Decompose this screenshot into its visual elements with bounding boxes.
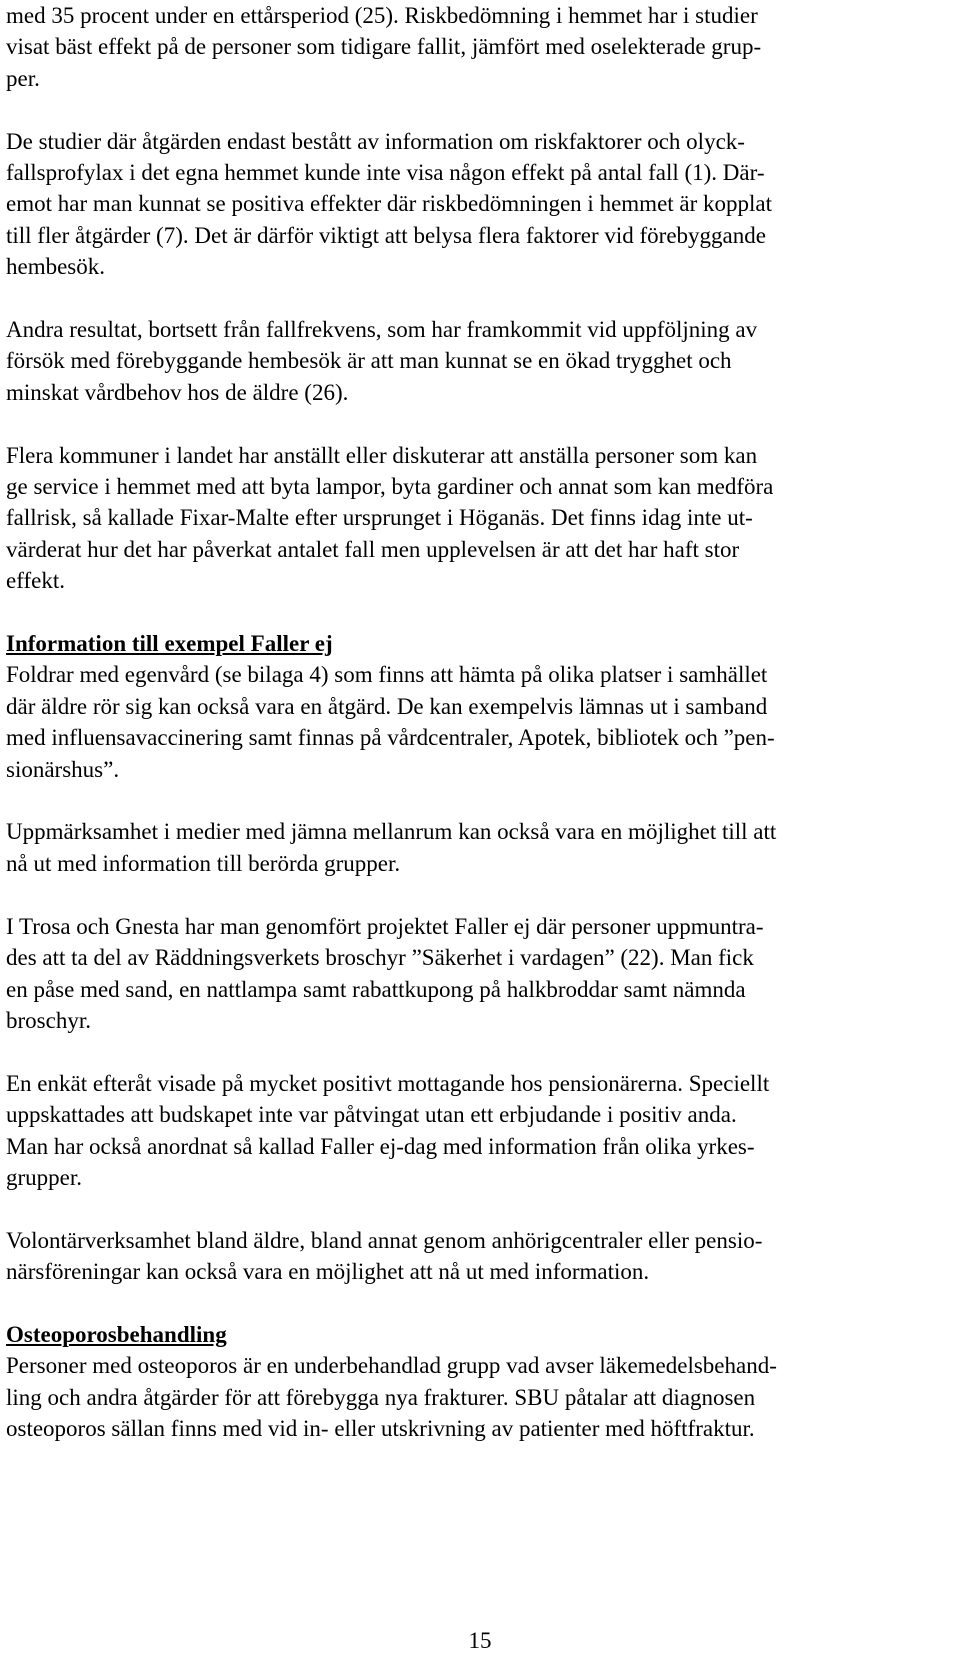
body-paragraph-4: Flera kommuner i landet har anställt eller diskuterar att anställa personer som kan ge service i hemmet med att byta lampor, byta gardiner och annat som kan medföra fallrisk, så kallade Fixar-Malte efter ursprunget i Höganäs. Det finns idag inte ut- värderat hur det har påverkat antalet fall men upplevelsen är att det har haft stor effekt. xyxy=(6,442,774,594)
section-information-paragraph-5: Volontärverksamhet bland äldre, bland annat genom anhörigcentraler eller pensio- närsföreningar kan också vara en möjlighet att nå ut med information. xyxy=(6,1227,763,1285)
section-osteoporos-paragraph-1: Personer med osteoporos är en underbehandlad grupp vad avser läkemedelsbehand- ling och andra åtgärder för att förebygga nya frakturer. SBU påtalar att diagnosen osteoporos sällan finns med vid in- eller utskrivning av patienter med höftfraktur. xyxy=(6,1353,777,1442)
paragraph-gap xyxy=(6,283,954,314)
body-paragraph-2: De studier där åtgärden endast bestått av information om riskfaktorer och olyck- fallsprofylax i det egna hemmet kunde inte visa någon effekt på antal fall (1). Där- emot har man kunnat se positiva effekter där riskbedömningen i hemmet är kopplat till fler åtgärder (7). Det är därför viktigt att belysa flera faktorer vid förebyggande hembesök. xyxy=(6,128,773,280)
paragraph-gap xyxy=(6,1036,954,1067)
paragraph-gap xyxy=(6,1193,954,1224)
section-information-paragraph-4: En enkät efteråt visade på mycket positivt mottagande hos pensionärerna. Speciellt uppskattades att budskapet inte var påtvingat utan ett erbjudande i positiv anda. Man har också anordnat så kallad Faller ej-dag med information från olika yrkes- grupper. xyxy=(6,1070,770,1190)
section-information-paragraph-1: Foldrar med egenvård (se bilaga 4) som finns att hämta på olika platser i samhället där äldre rör sig kan också vara en åtgärd. De kan exempelvis lämnas ut i samband med influensavaccinering samt finnas på vårdcentraler, Apotek, bibliotek och ”pen- sionärshus”. xyxy=(6,662,775,782)
section-information-paragraph-3: I Trosa och Gnesta har man genomfört projektet Faller ej där personer uppmuntra- des att ta del av Räddningsverkets broschyr ”Säkerhet i vardagen” (22). Man fick en påse med sand, en nattlampa samt rabattkupong på halkbroddar samt nämnda broschyr. xyxy=(6,913,764,1033)
body-paragraph-3: Andra resultat, bortsett från fallfrekvens, som har framkommit vid uppföljning av försök med förebyggande hembesök är att man kunnat se en ökad trygghet och minskat vårdbehov hos de äldre (26). xyxy=(6,317,758,405)
section-information-paragraph-2: Uppmärksamhet i medier med jämna mellanrum kan också vara en möjlighet till att nå ut med information till berörda grupper. xyxy=(6,819,777,876)
paragraph-gap xyxy=(6,597,954,628)
section-heading-osteoporos: Osteoporosbehandling xyxy=(6,1321,227,1347)
paragraph-gap xyxy=(6,94,954,125)
body-paragraph-1: med 35 procent under en ettårsperiod (25). Riskbedömning i hemmet har i studier visat bäst effekt på de personer som tidigare fallit, jämfört med oselekterade grup- per. xyxy=(6,3,762,91)
paragraph-gap xyxy=(6,408,954,439)
page-number: 15 xyxy=(468,1628,492,1653)
paragraph-gap xyxy=(6,1288,954,1319)
paragraph-gap xyxy=(6,785,954,816)
document-page xyxy=(6,0,954,1445)
paragraph-gap xyxy=(6,879,954,910)
section-heading-information: Information till exempel Faller ej xyxy=(6,631,333,657)
